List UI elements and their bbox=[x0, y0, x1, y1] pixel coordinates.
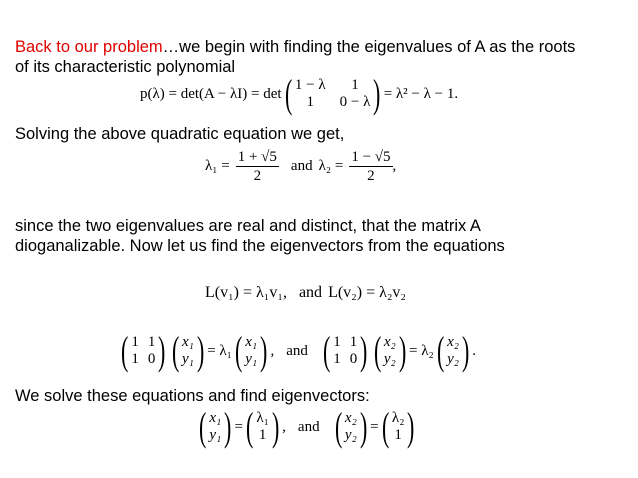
lambda2-numerator: 1 − √5 bbox=[351, 149, 391, 165]
comma: , bbox=[282, 418, 286, 435]
right-paren: ) bbox=[260, 328, 268, 373]
and-word: and bbox=[286, 342, 308, 359]
intro-highlight: Back to our problem bbox=[15, 38, 163, 56]
vector-entry: y₁ bbox=[181, 351, 194, 367]
vector-v2 bbox=[345, 410, 357, 444]
and-word: and bbox=[298, 284, 323, 301]
equals: = bbox=[370, 418, 379, 435]
matrix-entry: 0 bbox=[147, 351, 156, 367]
eigenvalues-equation bbox=[205, 148, 396, 185]
right-paren: ) bbox=[360, 328, 368, 373]
vector-entry: y₁ bbox=[245, 351, 258, 367]
left-paren: ( bbox=[322, 328, 331, 373]
vector-entry: y₂ bbox=[447, 351, 459, 367]
matrix-entry: 0 − λ bbox=[339, 94, 371, 110]
char-poly-left: p(λ) = det(A − λI) = det bbox=[140, 85, 282, 102]
vector-v2-rhs bbox=[447, 334, 459, 368]
lambda2-lhs: λ₂ = bbox=[318, 158, 344, 174]
lambda2-fraction bbox=[349, 148, 392, 185]
matrix-equations bbox=[118, 328, 477, 373]
period: . bbox=[472, 342, 477, 359]
vector-entry: x₂ bbox=[383, 334, 396, 350]
right-paren: ) bbox=[271, 404, 280, 449]
matrix-a-minus-lambda bbox=[295, 77, 370, 111]
vector-entry: y₁ bbox=[209, 427, 222, 443]
comma: , bbox=[270, 342, 275, 359]
lambda1-numerator: 1 + √5 bbox=[237, 149, 277, 165]
eigenvector-results bbox=[196, 404, 418, 449]
right-paren: ) bbox=[196, 328, 205, 373]
intro-rest: …we begin with finding the eigenvalues of A as the roots bbox=[162, 38, 576, 56]
vector-entry: 1 bbox=[258, 427, 267, 443]
left-paren: ( bbox=[234, 328, 243, 373]
vector-v1 bbox=[182, 334, 194, 368]
matrix-entry: 1 bbox=[306, 94, 314, 110]
left-paren: ( bbox=[436, 328, 445, 373]
and-word: and bbox=[290, 158, 313, 174]
vector-v2 bbox=[384, 334, 396, 368]
vector-v1-solution bbox=[256, 410, 269, 444]
right-paren: ) bbox=[158, 328, 166, 373]
right-paren: ) bbox=[359, 404, 368, 449]
matrix-entry: 1 bbox=[131, 334, 139, 350]
lambda2-denominator: 2 bbox=[367, 168, 375, 184]
right-paren: ) bbox=[461, 328, 470, 373]
right-paren: ) bbox=[407, 404, 415, 449]
matrix-entry: 1 bbox=[351, 77, 359, 93]
left-paren: ( bbox=[171, 328, 179, 373]
intro-line-2: of its characteristic polynomial bbox=[15, 58, 236, 76]
vector-entry: x₁ bbox=[245, 334, 258, 350]
vector-entry: x₂ bbox=[344, 410, 357, 426]
vector-v1 bbox=[209, 410, 221, 444]
eq-L2: L(v₂) = λ₂v₂ bbox=[328, 284, 407, 301]
vector-entry: y₂ bbox=[344, 427, 357, 443]
eq-lambda2: = λ₂ bbox=[409, 342, 434, 359]
eq-L1: L(v₁) = λ₁v₁, bbox=[205, 284, 287, 301]
matrix-2 bbox=[333, 334, 357, 368]
lambda1-denominator: 2 bbox=[253, 168, 262, 184]
right-paren: ) bbox=[224, 404, 232, 449]
left-paren: ( bbox=[198, 404, 207, 449]
equals: = bbox=[234, 418, 243, 435]
left-paren: ( bbox=[120, 328, 129, 373]
and-word: and bbox=[297, 418, 320, 435]
solve-text: We solve these equations and find eigenvectors: bbox=[15, 387, 370, 405]
eq-lambda1: = λ₁ bbox=[207, 342, 232, 359]
vector-entry: λ₂ bbox=[391, 410, 405, 426]
solving-text: Solving the above quadratic equation we get, bbox=[15, 125, 345, 143]
vector-entry: x₁ bbox=[209, 410, 222, 426]
matrix-1 bbox=[131, 334, 155, 368]
left-paren: ( bbox=[284, 71, 292, 116]
lambda1-fraction bbox=[236, 148, 279, 185]
char-poly-right: = λ² − λ − 1. bbox=[383, 85, 459, 102]
matrix-entry: 1 bbox=[349, 334, 358, 350]
vector-entry: x₂ bbox=[447, 334, 459, 350]
intro-line-1 bbox=[15, 37, 575, 57]
vector-entry: x₁ bbox=[181, 334, 194, 350]
left-paren: ( bbox=[381, 404, 389, 449]
lambda1-lhs: λ₁ = bbox=[205, 158, 230, 174]
matrix-entry: 1 bbox=[147, 334, 156, 350]
matrix-entry: 1 bbox=[333, 351, 341, 367]
right-paren: ) bbox=[398, 328, 407, 373]
lambda2-comma: , bbox=[392, 158, 397, 174]
left-paren: ( bbox=[245, 404, 254, 449]
matrix-entry: 1 bbox=[333, 334, 341, 350]
since-line-1: since the two eigenvalues are real and distinct, that the matrix A bbox=[15, 217, 481, 235]
vector-entry: 1 bbox=[394, 427, 402, 443]
vector-entry: λ₁ bbox=[256, 410, 269, 426]
eigen-equations bbox=[205, 284, 406, 302]
left-paren: ( bbox=[373, 328, 381, 373]
matrix-entry: 0 bbox=[349, 351, 358, 367]
matrix-entry: 1 − λ bbox=[294, 77, 326, 93]
vector-entry: y₂ bbox=[383, 351, 396, 367]
vector-v2-solution bbox=[392, 410, 405, 444]
right-paren: ) bbox=[373, 71, 381, 116]
char-poly-equation bbox=[140, 71, 459, 116]
vector-v1-rhs bbox=[245, 334, 257, 368]
left-paren: ( bbox=[334, 404, 342, 449]
since-line-2: dioganalizable. Now let us find the eigenvectors from the equations bbox=[15, 237, 505, 255]
matrix-entry: 1 bbox=[131, 351, 139, 367]
